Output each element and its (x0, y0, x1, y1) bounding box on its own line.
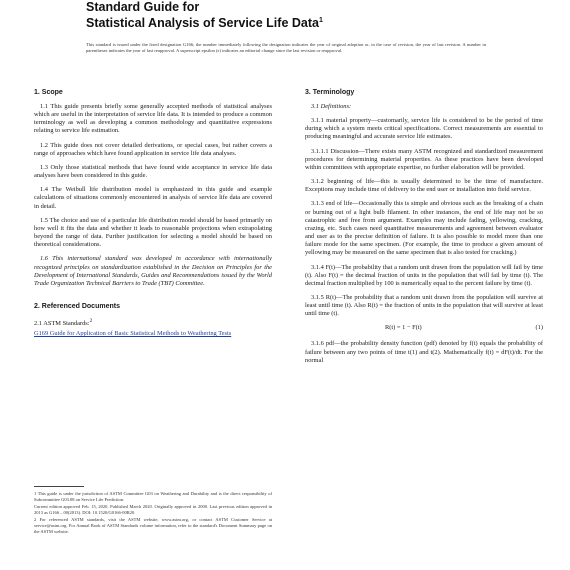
footnote-rule (34, 486, 84, 487)
paragraph-1-3: 1.3 Only those statistical methods that have found wide acceptance in service life data analyses have been considered in this guide. (34, 163, 272, 180)
section-heading-terminology: 3. Terminology (305, 89, 355, 96)
designation-notice: This standard is issued under the fixed designation G166; the number immediately following the designation indicates the year of original adoption or, in the case of revision, the year of last revision. A number in parentheses indicates the year of last reapproval. A superscript epsilon (ε) indicates an editorial change since the last revision or reapproval. (86, 42, 486, 53)
reference-link-g169[interactable]: G169 Guide for Application of Basic Statistical Methods to Weathering Tests (34, 330, 232, 338)
paragraph-1-4: 1.4 The Weibull life distribution model is emphasized in this guide and example calculations of situations commonly encountered in analysis of service life data are covered in detail. (34, 186, 272, 210)
reference-astm-standards: 2.1 ASTM Standards:$^2$ (34, 317, 93, 328)
paragraph-3-1-4: 3.1.4 F(t)—The probability that a random unit drawn from the population will fail by time (t). Also F(t) = the decimal fraction of units in the population that will fail by time (t). The decimal fraction multiplied by 100 is numerically equal to the percent failure by time (t). (305, 263, 543, 287)
footnote-1-edition: Current edition approved Feb. 15, 2020. Published March 2020. Originally approved in 2000. Last previous edition approved in 2013 as G166 – 00(2013). DOI: 10.1520/G0166-00R20. (34, 504, 272, 515)
document-title (86, 0, 323, 30)
title-line-1: Standard Guide for (86, 0, 200, 14)
section-heading-referenced-documents: 2. Referenced Documents (34, 302, 120, 310)
right-column (305, 88, 543, 371)
paragraph-1-1: 1.1 This guide presents briefly some generally accepted methods of statistical analyses which are useful in the interpretation of service life data. It is intended to produce a common terminology as well as developing a common methodology and quantitative expressions relating to service life estimation. (34, 103, 272, 135)
paragraph-3-1-2: 3.1.2 beginning of life—this is usually determined to be the time of manufacture. Exceptions may include time of delivery to the end user or installation into field service. (305, 178, 543, 194)
paragraph-1-5: 1.5 The choice and use of a particular life distribution model should be based primarily on how well it fits the data and whether it leads to reasonable projections when extrapolating beyond the range of data. Further justification for selecting a model should be based on theoretical considerations. (34, 216, 272, 249)
footnote-2: 2 For referenced ASTM standards, visit the ASTM website, www.astm.org, or contact ASTM Customer Service at service@astm.org. For Annual Book of ASTM Standards volume information, refer to the standard's Document Summary page on the ASTM website. (34, 517, 272, 534)
title-footnote-mark: 1 (318, 17, 323, 24)
paragraph-1-2: 1.2 This guide does not cover detailed derivations, or special cases, but rather covers a range of approaches which have found application in service life data analyses. (34, 141, 272, 157)
reference-footnote-mark: 2 (89, 317, 93, 324)
paragraph-3-1-1-1: 3.1.1.1 Discussion—There exists many ASTM recognized and standardized measurement procedures for determining material properties. As these practices have been developed within committees with appropriate expertise, no further elaboration will be provided. (305, 147, 543, 171)
equation-number: (1) (535, 324, 543, 332)
equation-1 (305, 324, 543, 332)
title-line-2: Statistical Analysis of Service Life Data (86, 16, 319, 31)
paragraph-3-1-3: 3.1.3 end of life—Occasionally this is simple and obvious such as the breaking of a chain or burning out of a light bulb filament. In other instances, the end of life may not be so catastrophic and free from argument. Examples may include fading, yellowing, cracking, crazing, etc. Such cases need quantitative measurements and agreement between evaluator and user as to the precise definition of failure. It is also possible to model more than one failure mode for the same specimen. (For example, the time to produce a given amount of yellowing may be measured on the same specimen that is also tested for cracking.) (305, 200, 543, 257)
paragraph-3-1-1: 3.1.1 material property—customarily, service life is considered to be the period of time during which a system meets critical specifications. Correct measurements are essential to producing meaningful and accurate service life estimates. (305, 117, 543, 141)
paragraph-1-6: 1.6 This international standard was developed in accordance with internationally recognized principles on standardization established in the Decision on Principles for the Development of International Standards, Guides and Recommendations issued by the World Trade Organization Technical Barriers to Trade (TBT) Committee. (34, 255, 272, 287)
left-column (34, 88, 272, 340)
footnotes (34, 486, 272, 536)
equation-body: R(t) = 1 − F(t) (385, 324, 422, 332)
paragraph-3-1-5: 3.1.5 R(t)—The probability that a random unit drawn from the population will survive at least until time (t). Also R(t) = the fraction of units in the population that will survive at least until time (t). (305, 293, 543, 318)
footnote-1: 1 This guide is under the jurisdiction of ASTM Committee G03 on Weathering and Durability and is the direct responsibility of Subcommittee G03.08 on Service Life Prediction. (34, 491, 272, 502)
paragraph-3-1-6: 3.1.6 pdf—the probability density function (pdf) denoted by f(t) equals the probability of failure between any two points of time t(1) and t(2). Mathematically f(t) = dF(t)/dt. For the normal (305, 340, 543, 364)
definitions-subheading: 3.1 Definitions: (311, 103, 352, 110)
section-heading-scope: 1. Scope (34, 89, 63, 96)
